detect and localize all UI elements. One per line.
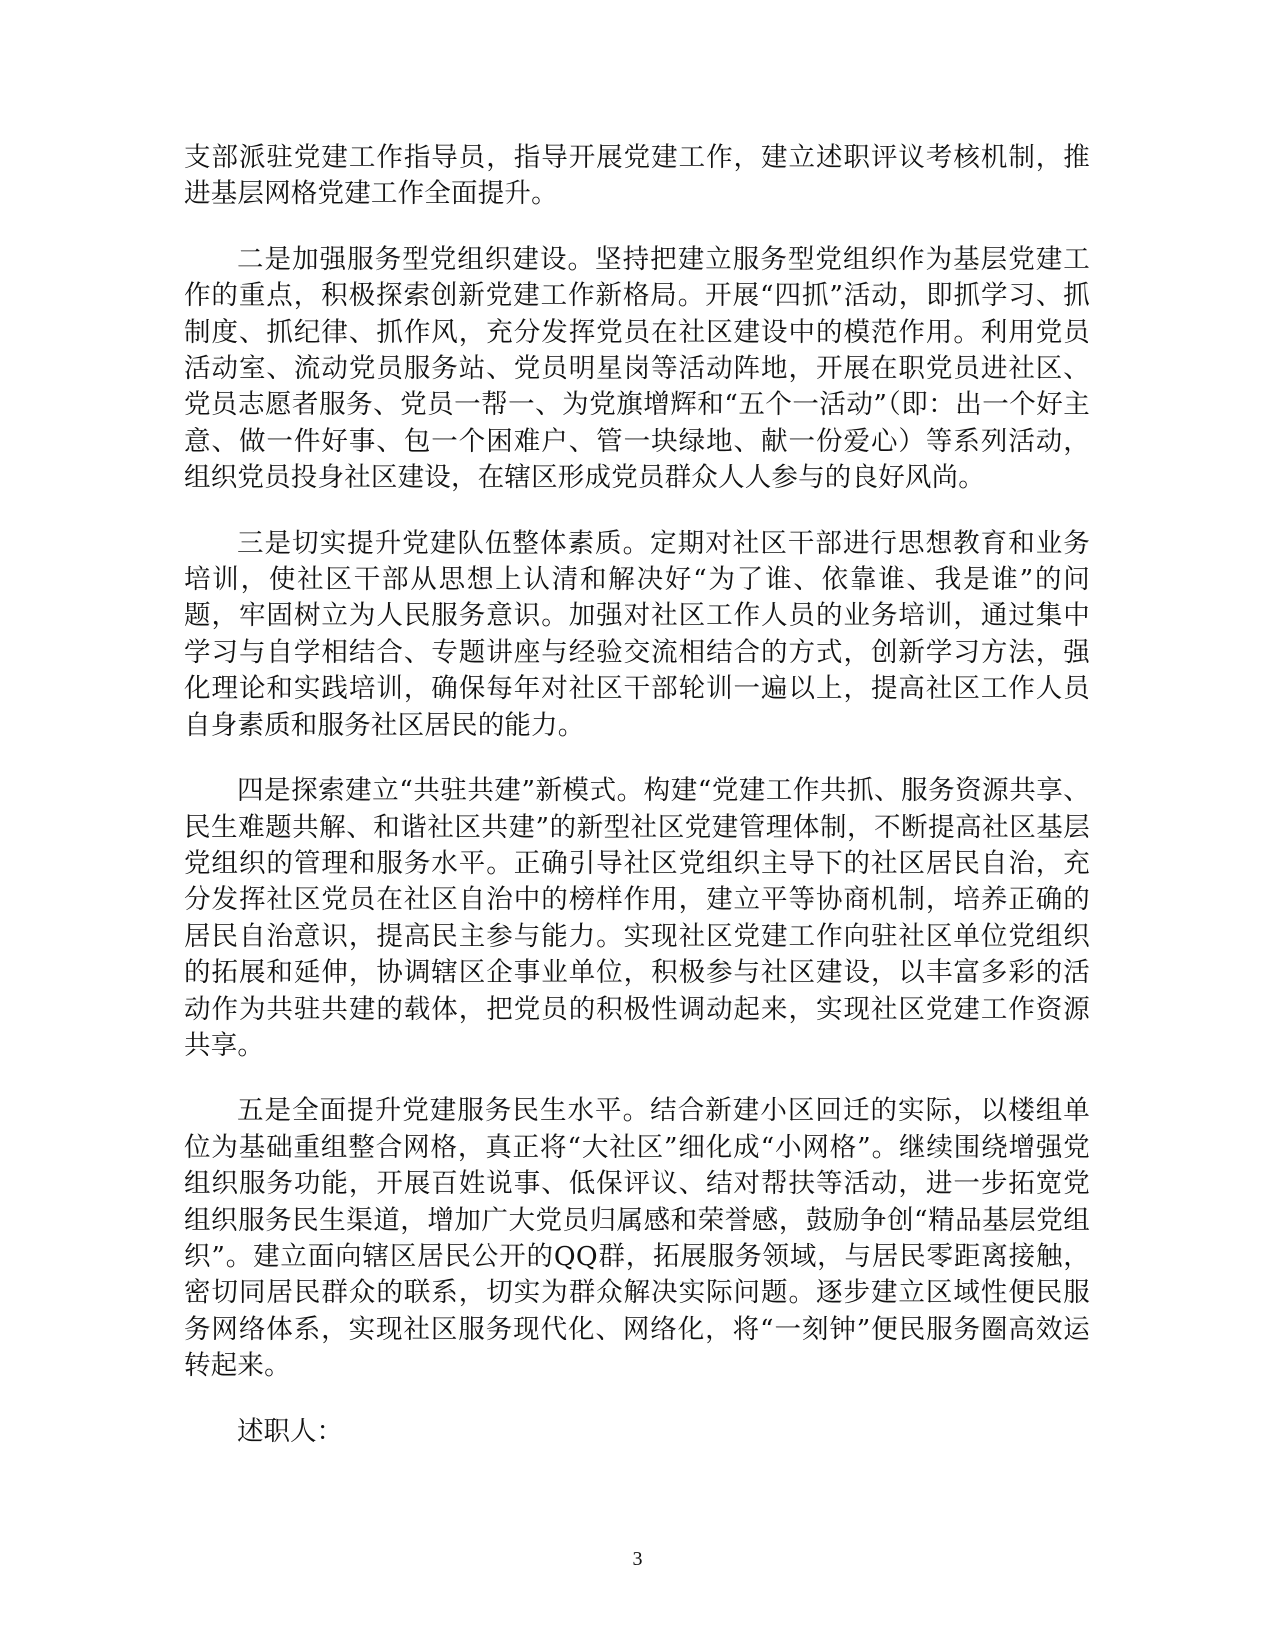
paragraph-point-2: 二是加强服务型党组织建设。坚持把建立服务型党组织作为基层党建工作的重点，积极探索创新党建工作新格局。开展“四抓”活动，即抓学习、抓制度、抓纪律、抓作风，充分发挥党员在社区建设中的模范作用。利用党员活动室、流动党员服务站、党员明星岗等活动阵地，开展在职党员进社区、党员志愿者服务、党员一帮一、为党旗增辉和“五个一活动”（即：出一个好主意、做一件好事、包一个困难户、管一块绿地、献一份爱心）等系列活动，组织党员投身社区建设，在辖区形成党员群众人人参与的良好风尚。 [184,243,1090,494]
paragraph-point-5: 五是全面提升党建服务民生水平。结合新建小区回迁的实际，以楼组单位为基础重组整合网格，真正将“大社区”细化成“小网格”。继续围绕增强党组织服务功能，开展百姓说事、低保评议、结对帮扶等活动，进一步拓宽党组织服务民生渠道，增加广大党员归属感和荣誉感，鼓励争创“精品基层党组织”。建立面向辖区居民公开的QQ群，拓展服务领域，与居民零距离接触，密切同居民群众的联系，切实为群众解决实际问题。逐步建立区域性便民服务网络体系，实现社区服务现代化、网络化，将“一刻钟”便民服务圈高效运转起来。 [184,1095,1090,1382]
signature-line: 述职人： [237,1415,343,1447]
paragraph-point-3: 三是切实提升党建队伍整体素质。定期对社区干部进行思想教育和业务培训，使社区干部从思想上认清和解决好“为了谁、依靠谁、我是谁”的问题，牢固树立为人民服务意识。加强对社区工作人员的业务培训，通过集中学习与自学相结合、专题讲座与经验交流相结合的方式，创新学习方法，强化理论和实践培训，确保每年对社区干部轮训一遍以上，提高社区工作人员自身素质和服务社区居民的能力。 [184,527,1090,741]
document-body [184,140,1090,1450]
paragraph-point-4: 四是探索建立“共驻共建”新模式。构建“党建工作共抓、服务资源共享、民生难题共解、和谐社区共建”的新型社区党建管理体制，不断提高社区基层党组织的管理和服务水平。正确引导社区党组织主导下的社区居民自治，充分发挥社区党员在社区自治中的榜样作用，建立平等协商机制，培养正确的居民自治意识，提高民主参与能力。实现社区党建工作向驻社区单位党组织的拓展和延伸，协调辖区企事业单位，积极参与社区建设，以丰富多彩的活动作为共驻共建的载体，把党员的积极性调动起来，实现社区党建工作资源共享。 [184,775,1090,1061]
paragraph-continuation: 支部派驻党建工作指导员，指导开展党建工作，建立述职评议考核机制，推进基层网格党建工作全面提升。 [184,142,1090,210]
page-number: 3 [632,1548,643,1570]
